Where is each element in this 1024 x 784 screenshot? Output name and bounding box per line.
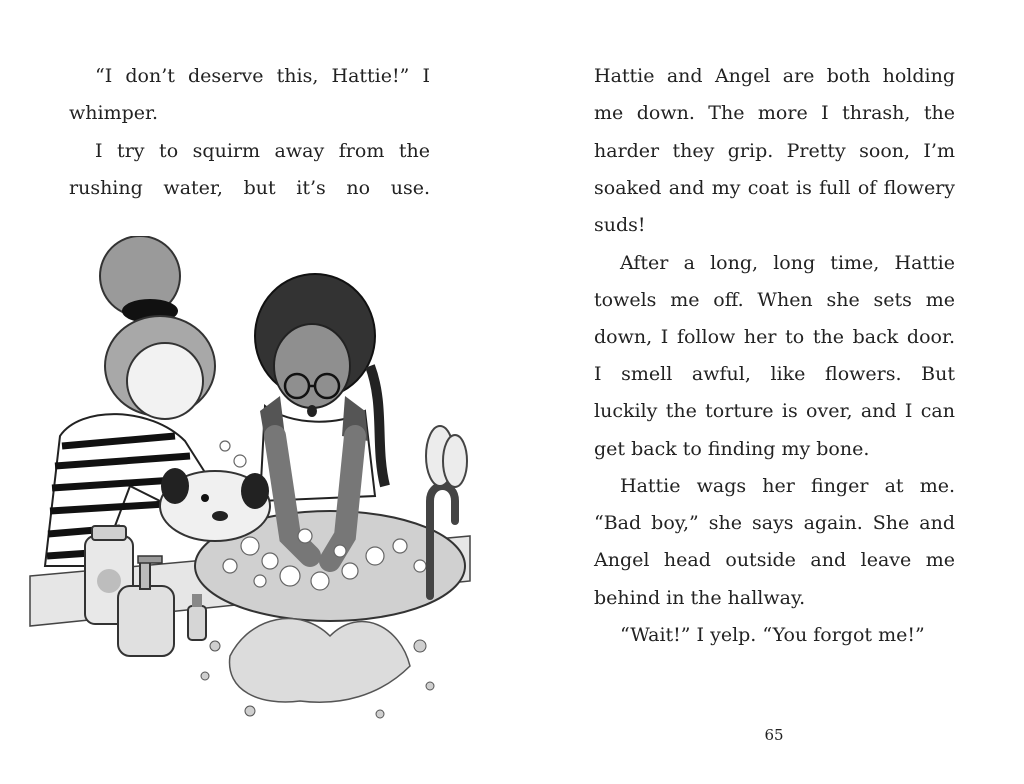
water-splash	[230, 619, 410, 703]
text-line: After a long, long time, Hattie	[620, 252, 955, 274]
text-line: I smell awful, like flowers. But	[594, 363, 955, 385]
text-line: down, I follow her to the back door.	[594, 326, 955, 348]
page-number: 65	[764, 726, 784, 744]
text-line: Hattie and Angel are both holding	[594, 65, 955, 87]
text-line: “Wait!” I yelp. “You forgot me!”	[620, 624, 925, 646]
text-line: rushing water, but it’s no use.	[69, 177, 430, 199]
dog-figure	[160, 468, 270, 541]
text-line: Angel head outside and leave me	[594, 549, 955, 571]
dog-nose	[212, 511, 228, 521]
dog-eye	[201, 494, 209, 502]
text-line: me down. The more I thrash, the	[594, 102, 955, 124]
dog-ear-left	[161, 468, 189, 504]
text-line: I try to squirm away from the	[95, 140, 430, 162]
text-line: suds!	[594, 214, 646, 236]
face	[274, 324, 350, 408]
dog-ear-right	[241, 473, 269, 509]
face	[127, 343, 203, 419]
text-line: luckily the torture is over, and I can	[594, 400, 955, 422]
mouth	[307, 405, 317, 417]
text-line: “I don’t deserve this, Hattie!” I	[95, 65, 430, 87]
text-line: get back to finding my bone.	[594, 438, 870, 460]
dish-rack	[426, 426, 467, 487]
text-line: whimper.	[69, 102, 159, 124]
text-line: behind in the hallway.	[594, 587, 806, 609]
bath-illustration	[0, 236, 480, 726]
text-line: harder they grip. Pretty soon, I’m	[594, 140, 955, 162]
text-line: soaked and my coat is full of flowery	[594, 177, 955, 199]
text-line: Hattie wags her finger at me.	[620, 475, 955, 497]
text-line: “Bad boy,” she says again. She and	[594, 512, 955, 534]
text-line: towels me off. When she sets me	[594, 289, 955, 311]
